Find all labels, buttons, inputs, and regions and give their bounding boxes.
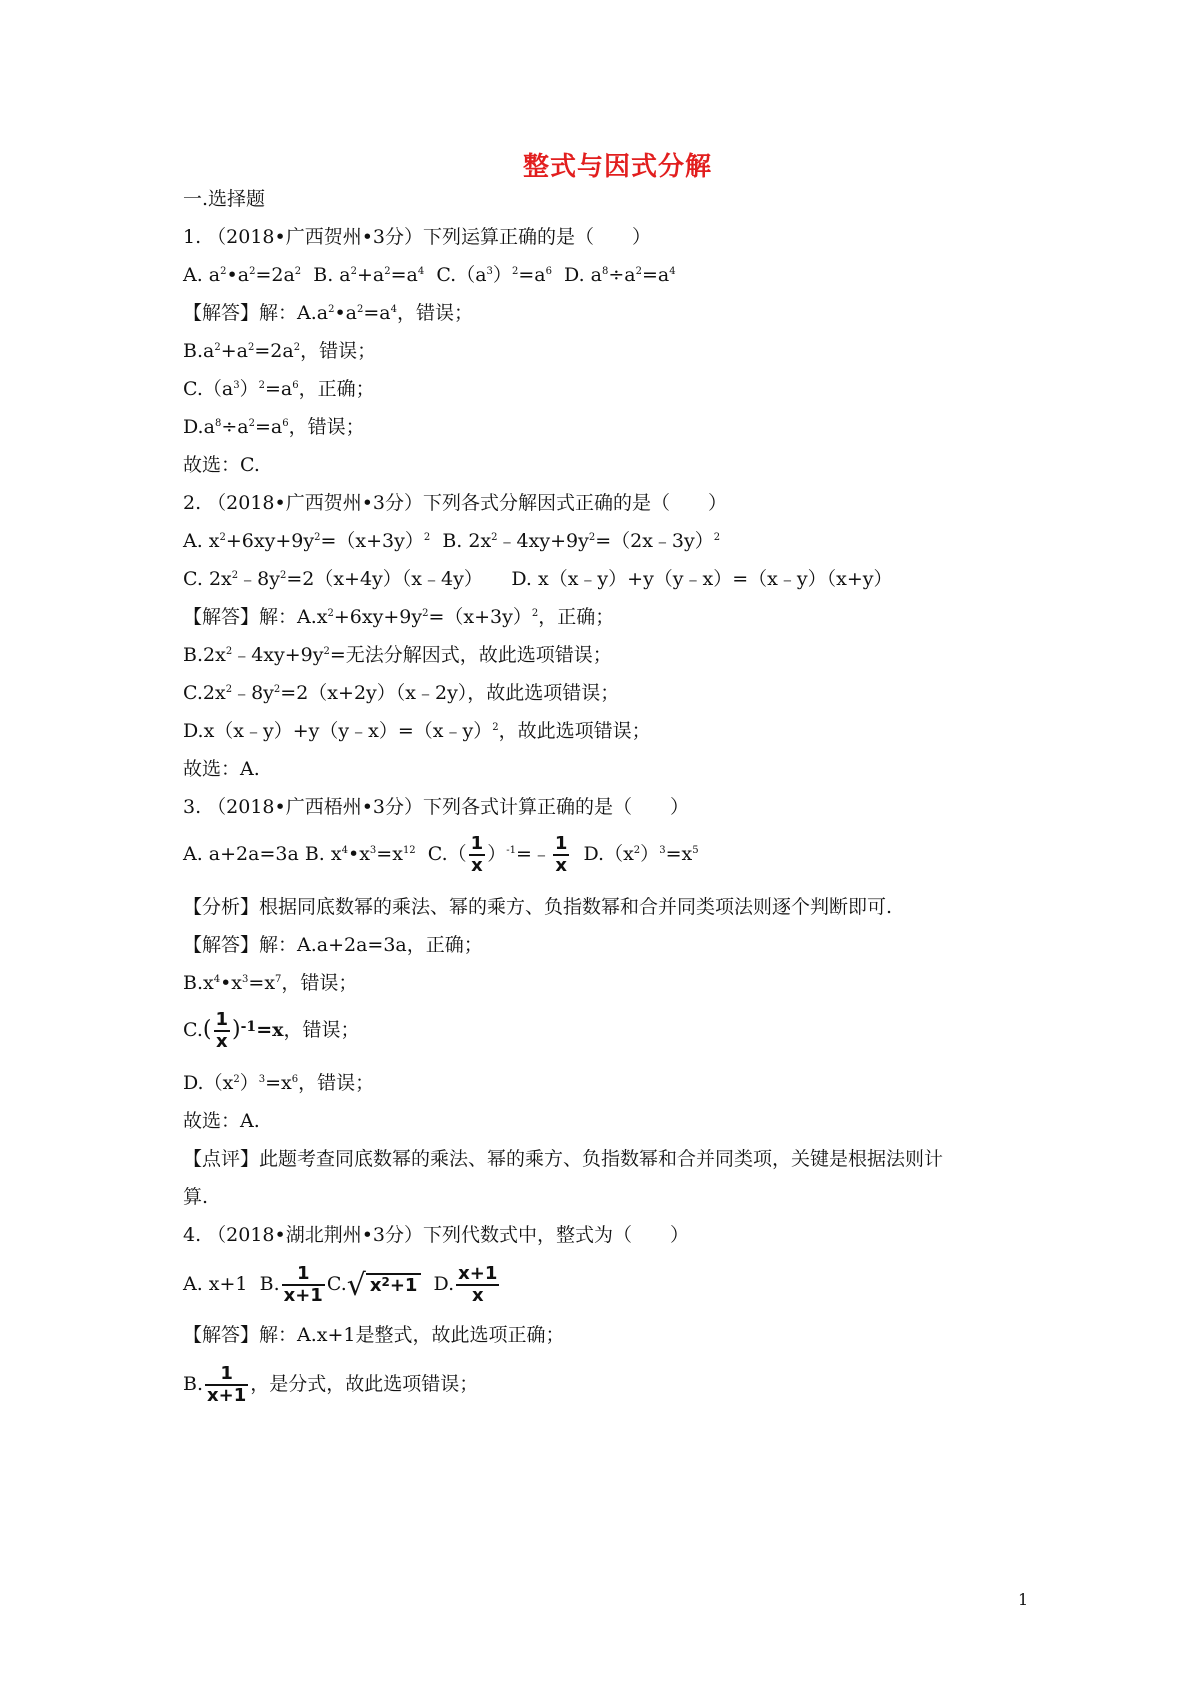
q3-review-line2: 算. <box>183 1186 209 1208</box>
q2-answer-b: $B.2x^2﹣4xy+9y^2=$无法分解因式，故此选项错误； <box>183 644 612 666</box>
q4-answer-a: 【解答】解：A.x+1是整式，故此选项正确； <box>183 1324 565 1346</box>
q2-options-ab: A. $x^2+6xy+9y^2=(x+3y)^2$ B. $2x^2﹣4xy+9y^2=(2x﹣3y)^2$ <box>183 530 721 552</box>
q2-answer-c: $C.2x^2﹣8y^2=2(x+2y)(x﹣2y)$，故此选项错误； <box>183 682 620 704</box>
q4-answer-b: B. $\frac{1}{x+1}$ ，是分式，故此选项错误； <box>183 1363 479 1406</box>
fraction-1-over-x: $\frac{1}{x}$ <box>470 833 484 876</box>
q3-choice: 故选：A. <box>183 1110 260 1132</box>
q3-answer-b: $B.x^4•x^3=x^7$，错误； <box>183 972 358 994</box>
q3-stem: 3. （2018•广西梧州•3分）下列各式计算正确的是（ ） <box>183 796 690 818</box>
q3-options: A. a+2a=3a B. $x^4•x^3=x^{12}$ C.（ $\frac{1}{x}$ ）$^{-1}$=﹣ $\frac{1}{x}$ $D.(x^2)^3=x^5$ <box>183 833 699 876</box>
q1-answer-a: 【解答】解：$A.a^2•a^2=a^4$，错误； <box>183 302 474 324</box>
q3-answer-a: 【解答】解：A.a+2a=3a，正确； <box>183 934 483 956</box>
q4-options: A. x+1 B. $\frac{1}{x+1}$ C.√ $x^2+1$ D. $\frac{x+1}{x}$ <box>183 1260 501 1310</box>
section-heading: 一.选择题 <box>183 188 266 210</box>
q1-options: A. $a^2•a^2=2a^2$ B. $a^2+a^2=a^4$ $C.(a^3)^2=a^6$ D. $a^8\div a^2=a^4$ <box>183 264 676 286</box>
q2-answer-a: 【解答】解：$A.x^2+6xy+9y^2=(x+3y)^2$，正确； <box>183 606 615 628</box>
q2-answer-d: D.x（x﹣y）+y（y﹣x）=（x﹣y）$^2$，故此选项错误； <box>183 720 651 742</box>
q1-choice: 故选：C. <box>183 454 260 476</box>
q3-answer-c: C.( $\frac{1}{x}$ )$^{-1}$=x，错误； <box>183 1009 360 1052</box>
q2-choice: 故选：A. <box>183 758 260 780</box>
q1-stem: 1. （2018•广西贺州•3分）下列运算正确的是（ ） <box>183 226 652 248</box>
q2-stem: 2. （2018•广西贺州•3分）下列各式分解因式正确的是（ ） <box>183 492 728 514</box>
fraction-x-plus-1-over-x: $\frac{x+1}{x}$ <box>458 1263 498 1306</box>
q1-answer-b: $B.a^2+a^2=2a^2$，错误； <box>183 340 377 362</box>
q1-answer-c: $C.(a^3)^2=a^6$，正确； <box>183 378 375 400</box>
fraction-1-over-x: $\frac{1}{x}$ <box>215 1009 229 1052</box>
q3-answer-d: $D.(x^2)^3=x^6$，错误； <box>183 1072 375 1094</box>
fraction-1-over-x-plus-1: $\frac{1}{x+1}$ <box>207 1363 247 1406</box>
q4-stem: 4. （2018•湖北荆州•3分）下列代数式中，整式为（ ） <box>183 1224 690 1246</box>
q1-answer-d: $D.a^8\div a^2=a^6$，错误； <box>183 416 365 438</box>
q2-options-cd: C. $2x^2﹣8y^2=2(x+4y)(x﹣4y)$ D. x（x﹣y）+y（y﹣x）=（x﹣y）（x+y） <box>183 568 893 590</box>
square-root-expression: √ $x^2+1$ <box>347 1261 422 1310</box>
fraction-1-over-x: $\frac{1}{x}$ <box>554 833 568 876</box>
page-title: 整式与因式分解 <box>522 152 712 182</box>
q3-review-line1: 【点评】此题考查同底数幂的乘法、幂的乘方、负指数幂和合并同类项，关键是根据法则计 <box>183 1148 944 1170</box>
fraction-1-over-x-plus-1: $\frac{1}{x+1}$ <box>283 1263 323 1306</box>
q3-analysis: 【分析】根据同底数幂的乘法、幂的乘方、负指数幂和合并同类项法则逐个判断即可. <box>183 896 893 918</box>
page-number: 1 <box>1018 1590 1029 1609</box>
